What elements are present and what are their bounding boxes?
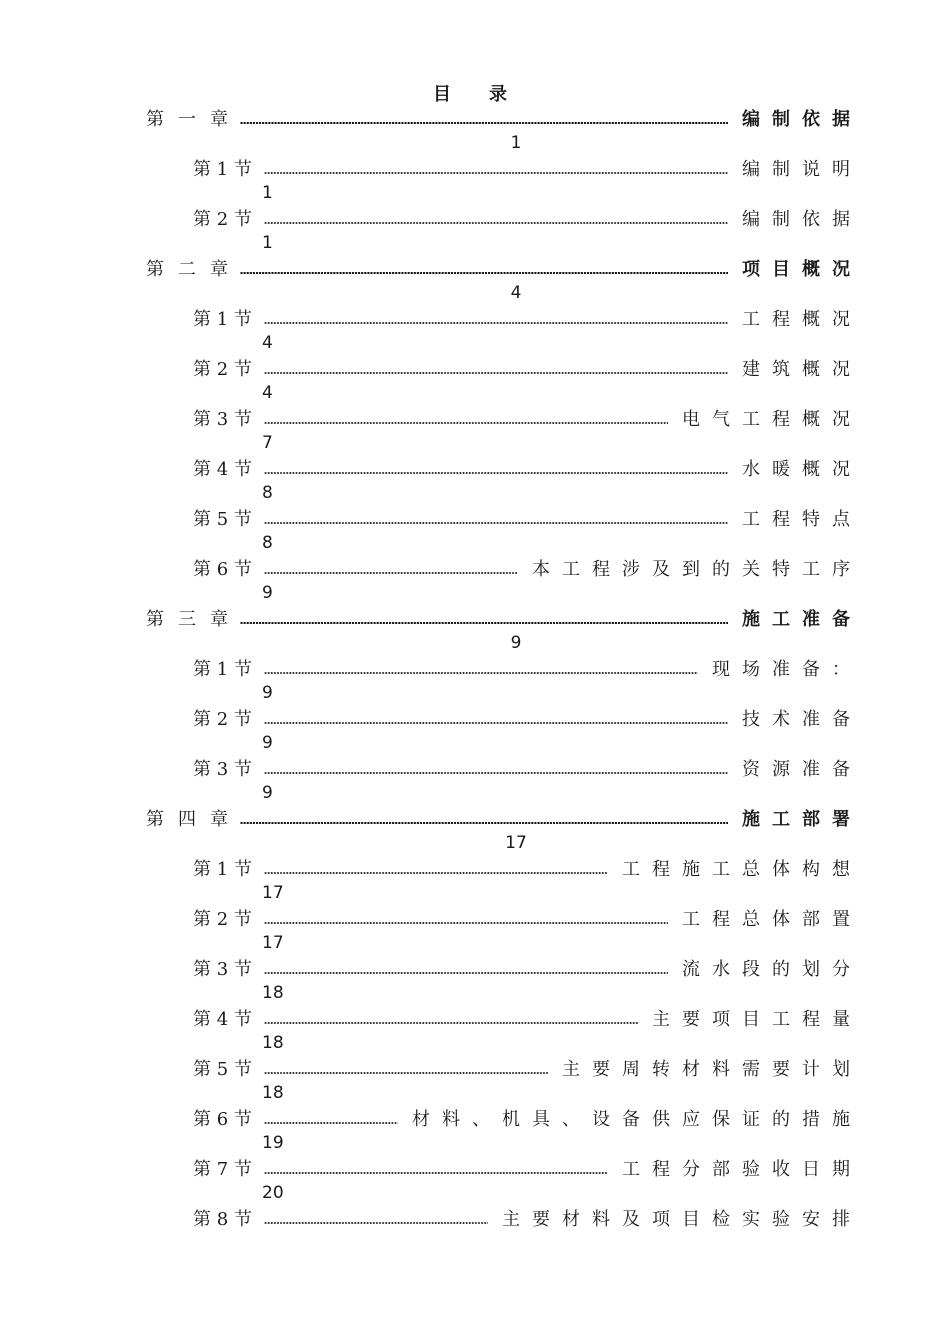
- toc-entry-line: [193, 654, 862, 682]
- toc-entry-heading: 工程分部验收日期: [622, 1159, 862, 1180]
- toc-page-number: 17: [262, 883, 284, 903]
- toc-entry-heading: 编制说明: [742, 159, 862, 180]
- toc-title-char-1: 目: [433, 84, 451, 105]
- dot-leader: [264, 1222, 488, 1224]
- toc-chapter-entry[interactable]: [0, 254, 950, 304]
- toc-entry-line: [193, 904, 862, 932]
- toc-page-number: 7: [262, 433, 273, 453]
- toc-entry-heading: 资源准备: [742, 759, 862, 780]
- dot-leader: [240, 272, 728, 274]
- toc-section-entry[interactable]: [0, 1104, 950, 1154]
- toc-entry-heading: 工程概况: [742, 309, 862, 330]
- toc-entry-line: [193, 154, 862, 182]
- toc-entry-label: 第 1 节: [193, 859, 252, 880]
- toc-entry-line: [193, 354, 862, 382]
- toc-section-entry[interactable]: [0, 904, 950, 954]
- dot-leader: [264, 1122, 398, 1124]
- toc-entry-heading: 主要项目工程量: [652, 1009, 862, 1030]
- toc-entry-label: 第 7 节: [193, 1159, 252, 1180]
- toc-entry-label: 第 1 节: [193, 309, 252, 330]
- toc-entry-line: [146, 804, 862, 832]
- toc-entry-label: 第 2 节: [193, 709, 252, 730]
- toc-entry-label: 第 一 章: [146, 109, 228, 130]
- dot-leader: [264, 422, 668, 424]
- toc-entry-label: 第 三 章: [146, 609, 228, 630]
- toc-page-number: 9: [262, 683, 273, 703]
- toc-entry-label: 第 8 节: [193, 1209, 252, 1230]
- toc-entry-label: 第 2 节: [193, 209, 252, 230]
- toc-entry-label: 第 5 节: [193, 1059, 252, 1080]
- toc-section-entry[interactable]: [0, 1054, 950, 1104]
- toc-page-number: 20: [262, 1183, 284, 1203]
- toc-page-number: 8: [262, 533, 273, 553]
- toc-entry-heading: 现场准备：: [712, 659, 862, 680]
- toc-page-number: 18: [262, 1033, 284, 1053]
- toc-section-entry[interactable]: [0, 754, 950, 804]
- dot-leader: [240, 622, 728, 624]
- toc-page-number: 1: [262, 233, 273, 253]
- dot-leader: [264, 222, 728, 224]
- toc-entry-heading: 流水段的划分: [682, 959, 862, 980]
- toc-page-number: 9: [262, 583, 273, 603]
- toc-section-entry[interactable]: [0, 1204, 950, 1254]
- toc-entry-heading: 项目概况: [742, 259, 862, 280]
- toc-section-entry[interactable]: [0, 704, 950, 754]
- toc-entry-line: [193, 754, 862, 782]
- toc-page-number: 4: [262, 383, 273, 403]
- table-of-contents: [0, 104, 950, 1254]
- toc-entry-heading: 施工部署: [742, 809, 862, 830]
- toc-section-entry[interactable]: [0, 304, 950, 354]
- toc-entry-label: 第 四 章: [146, 809, 228, 830]
- toc-entry-line: [193, 954, 862, 982]
- toc-entry-line: [193, 554, 862, 582]
- dot-leader: [264, 1072, 548, 1074]
- toc-entry-line: [193, 1004, 862, 1032]
- dot-leader: [264, 1022, 638, 1024]
- toc-entry-heading: 施工准备: [742, 609, 862, 630]
- toc-section-entry[interactable]: [0, 204, 950, 254]
- toc-entry-line: [193, 304, 862, 332]
- toc-entry-line: [193, 504, 862, 532]
- toc-entry-label: 第 2 节: [193, 359, 252, 380]
- toc-entry-label: 第 1 节: [193, 159, 252, 180]
- toc-entry-heading: 工程特点: [742, 509, 862, 530]
- toc-section-entry[interactable]: [0, 154, 950, 204]
- toc-entry-label: 第 6 节: [193, 559, 252, 580]
- toc-title: [0, 80, 940, 106]
- toc-entry-label: 第 二 章: [146, 259, 228, 280]
- toc-entry-label: 第 3 节: [193, 759, 252, 780]
- toc-entry-heading: 工程施工总体构想: [622, 859, 862, 880]
- dot-leader: [264, 922, 668, 924]
- toc-page-number: 1: [262, 183, 273, 203]
- toc-page-number: 18: [262, 1083, 284, 1103]
- toc-section-entry[interactable]: [0, 354, 950, 404]
- toc-entry-label: 第 1 节: [193, 659, 252, 680]
- toc-entry-line: [193, 1154, 862, 1182]
- toc-entry-heading: 电气工程概况: [682, 409, 862, 430]
- toc-page-number: 8: [262, 483, 273, 503]
- toc-chapter-entry[interactable]: [0, 104, 950, 154]
- toc-entry-line: [193, 1054, 862, 1082]
- dot-leader: [264, 772, 728, 774]
- toc-page-number: 19: [262, 1133, 284, 1153]
- toc-entry-heading: 建筑概况: [742, 359, 862, 380]
- toc-entry-line: [146, 254, 862, 282]
- toc-entry-line: [193, 404, 862, 432]
- dot-leader: [264, 672, 698, 674]
- dot-leader: [240, 122, 728, 124]
- toc-page-number: 17: [262, 933, 284, 953]
- toc-section-entry[interactable]: [0, 1004, 950, 1054]
- toc-entry-line: [146, 604, 862, 632]
- toc-section-entry[interactable]: [0, 554, 950, 604]
- dot-leader: [264, 872, 608, 874]
- toc-page-number: 9: [262, 783, 273, 803]
- toc-entry-heading: 编制依据: [742, 209, 862, 230]
- dot-leader: [264, 1172, 608, 1174]
- toc-page-number: 17: [505, 833, 527, 853]
- toc-page-number: 4: [262, 333, 273, 353]
- toc-page-number: 9: [510, 633, 522, 653]
- toc-entry-heading: 工程总体部置: [682, 909, 862, 930]
- toc-entry-heading: 本工程涉及到的关特工序: [532, 559, 862, 580]
- toc-entry-label: 第 3 节: [193, 959, 252, 980]
- toc-page-number: 18: [262, 983, 284, 1003]
- toc-entry-heading: 主要材料及项目检实验安排: [502, 1209, 862, 1230]
- toc-entry-label: 第 3 节: [193, 409, 252, 430]
- toc-title-char-2: 录: [489, 84, 507, 105]
- toc-entry-line: [193, 1104, 862, 1132]
- dot-leader: [264, 172, 728, 174]
- toc-entry-label: 第 4 节: [193, 1009, 252, 1030]
- toc-entry-line: [193, 1204, 862, 1232]
- toc-chapter-entry[interactable]: [0, 604, 950, 654]
- dot-leader: [264, 722, 728, 724]
- toc-entry-line: [193, 704, 862, 732]
- toc-entry-line: [193, 204, 862, 232]
- toc-entry-label: 第 6 节: [193, 1109, 252, 1130]
- toc-page-number: 1: [510, 133, 522, 153]
- toc-entry-line: [193, 854, 862, 882]
- toc-entry-line: [193, 454, 862, 482]
- toc-entry-heading: 材料、机具、设备供应保证的措施: [412, 1109, 862, 1130]
- toc-section-entry[interactable]: [0, 404, 950, 454]
- toc-entry-heading: 水暖概况: [742, 459, 862, 480]
- toc-section-entry[interactable]: [0, 654, 950, 704]
- toc-page-number: 4: [510, 283, 522, 303]
- toc-page-number: 9: [262, 733, 273, 753]
- dot-leader: [264, 572, 518, 574]
- toc-section-entry[interactable]: [0, 504, 950, 554]
- toc-entry-heading: 技术准备: [742, 709, 862, 730]
- toc-entry-label: 第 2 节: [193, 909, 252, 930]
- toc-entry-label: 第 4 节: [193, 459, 252, 480]
- toc-section-entry[interactable]: [0, 954, 950, 1004]
- toc-entry-heading: 主要周转材料需要计划: [562, 1059, 862, 1080]
- toc-chapter-entry[interactable]: [0, 804, 950, 854]
- toc-entry-line: [146, 104, 862, 132]
- toc-entry-label: 第 5 节: [193, 509, 252, 530]
- dot-leader: [264, 372, 728, 374]
- toc-section-entry[interactable]: [0, 854, 950, 904]
- toc-entry-heading: 编制依据: [742, 109, 862, 130]
- dot-leader: [264, 472, 728, 474]
- dot-leader: [264, 972, 668, 974]
- dot-leader: [240, 822, 728, 824]
- dot-leader: [264, 322, 728, 324]
- toc-section-entry[interactable]: [0, 1154, 950, 1204]
- toc-section-entry[interactable]: [0, 454, 950, 504]
- dot-leader: [264, 522, 728, 524]
